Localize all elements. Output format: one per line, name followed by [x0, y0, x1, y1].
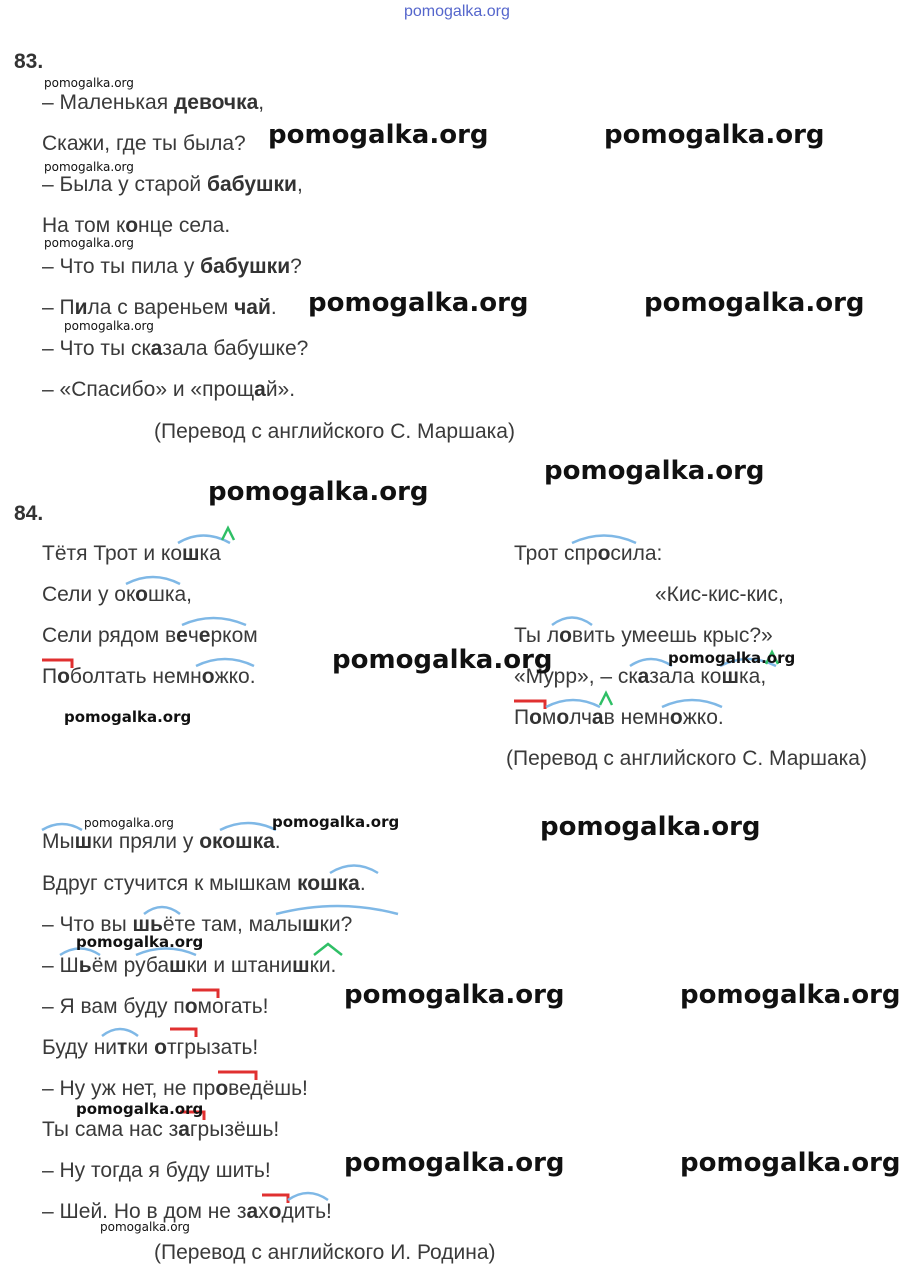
watermark: pomogalka.org: [100, 1220, 190, 1234]
poem-line: Ты сама нас загрызёшь!: [42, 1118, 280, 1141]
poem-line: Буду нитки отгрызать!: [42, 1036, 259, 1059]
poem-line: Вдруг стучится к мышкам кошка.: [42, 872, 366, 895]
poem-line: – Была у старой бабушки,: [42, 173, 303, 196]
watermark: pomogalka.org: [644, 288, 865, 318]
poem-line: Тётя Трот и кошка: [42, 542, 221, 565]
poem-line: – Шьём рубашки и штанишки.: [42, 954, 337, 977]
suffix-wedge: [222, 528, 234, 540]
watermark: pomogalka.org: [668, 649, 796, 667]
poem-line: – Пила с вареньем чай.: [42, 296, 277, 319]
watermark: pomogalka.org: [680, 1148, 901, 1178]
poem-line: – Маленькая девочка,: [42, 91, 265, 114]
poem-line: «Мурр», – сказала кошка,: [514, 665, 767, 688]
watermark: pomogalka.org: [76, 1100, 204, 1118]
watermark: pomogalka.org: [344, 1148, 565, 1178]
root-arc: [102, 1029, 138, 1036]
poem-line: Помолчав немножко.: [514, 706, 724, 729]
watermark: pomogalka.org: [544, 456, 765, 486]
watermark: pomogalka.org: [332, 645, 553, 675]
translation-credit: (Перевод с английского С. Маршака): [154, 420, 515, 443]
watermark: pomogalka.org: [680, 980, 901, 1010]
watermark: pomogalka.org: [44, 160, 134, 174]
poem-line: Ты ловить умеешь крыс?»: [514, 624, 773, 647]
poem-line: – «Спасибо» и «прощай».: [42, 378, 296, 401]
watermark: pomogalka.org: [604, 120, 825, 150]
poem-line: Трот спросила:: [514, 542, 663, 565]
poem-line: Мышки пряли у окошка.: [42, 830, 281, 853]
watermark: pomogalka.org: [308, 288, 529, 318]
exercise-number-84: 84.: [14, 502, 44, 525]
watermark: pomogalka.org: [84, 816, 174, 830]
watermark: pomogalka.org: [540, 812, 761, 842]
root-arc: [288, 1193, 328, 1200]
poem-line: Поболтать немножко.: [42, 665, 256, 688]
watermark: pomogalka.org: [344, 980, 565, 1010]
exercise-number-83: 83.: [14, 50, 44, 73]
poem-line: Скажи, где ты была?: [42, 132, 246, 155]
poem-line: – Шей. Но в дом не заходить!: [42, 1200, 332, 1223]
watermark: pomogalka.org: [44, 236, 134, 250]
translation-credit: (Перевод с английского И. Родина): [154, 1241, 496, 1264]
poem-line: – Что ты пила у бабушки?: [42, 255, 302, 278]
root-arc: [220, 823, 276, 830]
poem-line: – Что вы шьёте там, малышки?: [42, 913, 353, 936]
poem-line: – Что ты сказала бабушке?: [42, 337, 309, 360]
watermark: pomogalka.org: [76, 933, 204, 951]
poem-line: Сели рядом вечерком: [42, 624, 258, 647]
watermark: pomogalka.org: [64, 708, 192, 726]
translation-credit: (Перевод с английского С. Маршака): [506, 747, 867, 770]
watermark: pomogalka.org: [268, 120, 489, 150]
watermark: pomogalka.org: [44, 76, 134, 90]
poem-line: – Ну тогда я буду шить!: [42, 1159, 271, 1182]
poem-line: – Ну уж нет, не проведёшь!: [42, 1077, 308, 1100]
watermark: pomogalka.org: [64, 319, 154, 333]
site-watermark-top[interactable]: pomogalka.org: [404, 3, 510, 20]
poem-line: «Кис-кис-кис,: [655, 583, 784, 606]
suffix-wedge: [600, 693, 612, 705]
poem-line: Сели у окошка,: [42, 583, 193, 606]
watermark: pomogalka.org: [208, 477, 429, 507]
watermark: pomogalka.org: [272, 813, 400, 831]
poem-line: – Я вам буду помогать!: [42, 995, 269, 1018]
poem-line: На том конце села.: [42, 214, 231, 237]
